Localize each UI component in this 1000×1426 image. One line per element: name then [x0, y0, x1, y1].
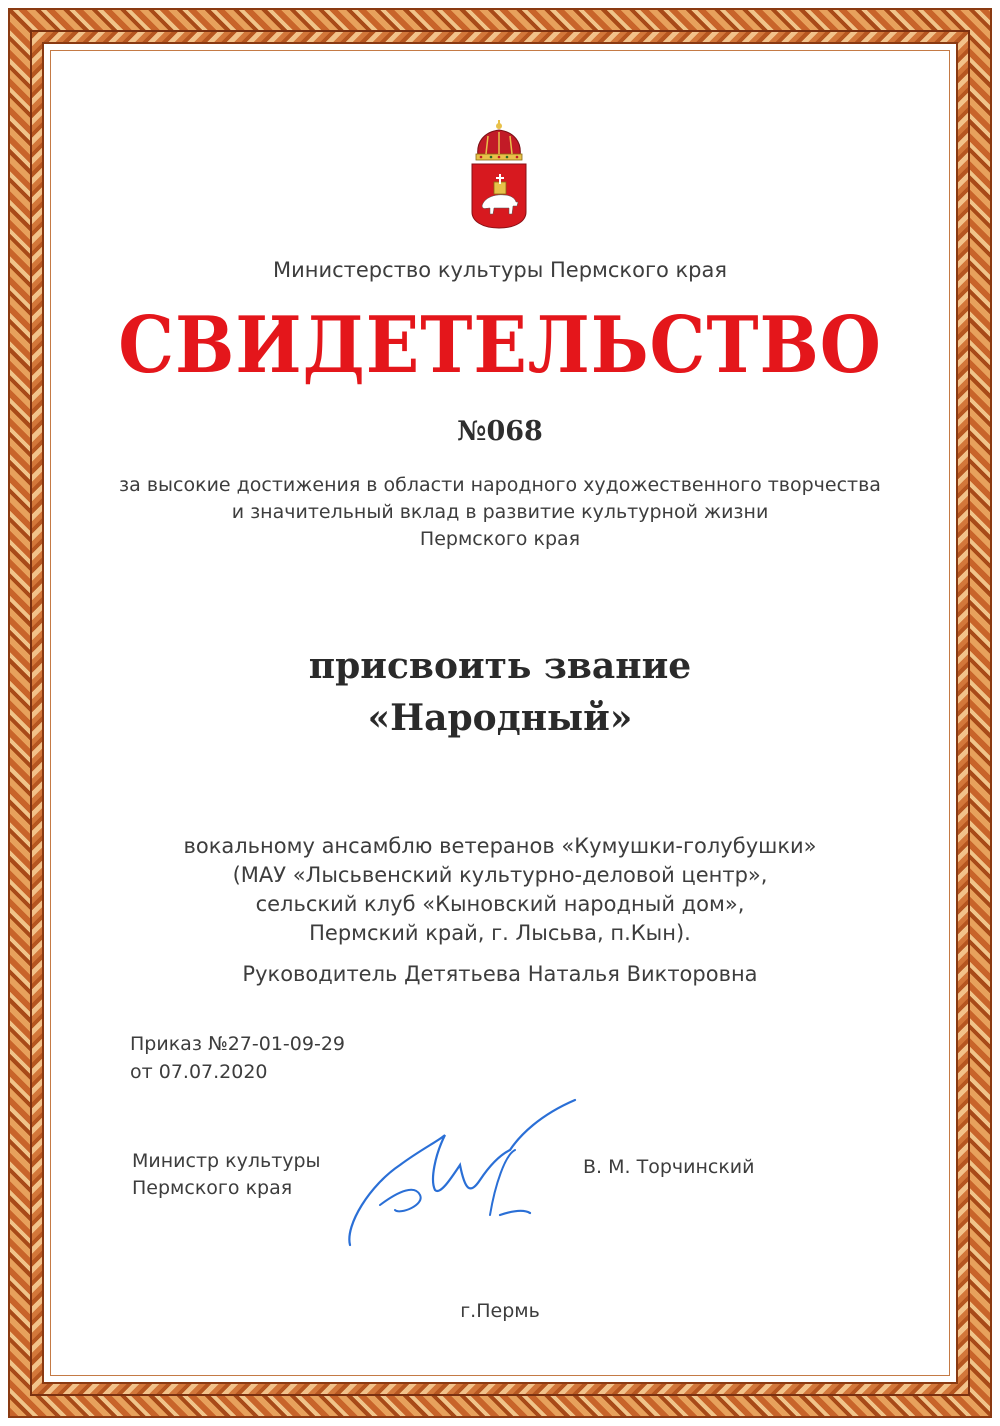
order-number: Приказ №27-01-09-29 — [130, 1033, 345, 1055]
certificate-number: №068 — [457, 416, 543, 447]
ministry-name: Министерство культуры Пермского края — [272, 258, 728, 282]
order-date: от 07.07.2020 — [130, 1061, 268, 1083]
signatory-title — [132, 1148, 321, 1202]
certificate-title: СВИДЕТЕЛЬСТВО — [118, 300, 882, 391]
signatory-title-line: Пермского края — [132, 1177, 293, 1199]
perm-krai-coat-of-arms-icon — [466, 118, 532, 230]
recipient-line: (МАУ «Лысьвенский культурно-деловой центр», — [232, 863, 768, 887]
award-statement-line: присвоить звание — [308, 645, 692, 687]
recipient-block — [0, 832, 1000, 948]
signatory-title-line: Министр культуры — [132, 1150, 321, 1172]
city: г.Пермь — [460, 1300, 540, 1322]
recipient-line: Пермский край, г. Лысьва, п.Кын). — [309, 921, 691, 945]
signatory-name: В. М. Торчинский — [583, 1156, 755, 1178]
award-title: «Народный» — [367, 697, 633, 739]
recipient-line: вокальному ансамблю ветеранов «Кумушки-голубушки» — [183, 834, 817, 858]
award-reason — [0, 472, 1000, 553]
award-reason-line: за высокие достижения в области народного художественного творчества — [119, 474, 881, 496]
recipient-line: сельский клуб «Кыновский народный дом», — [255, 892, 745, 916]
handwritten-signature-icon — [340, 1095, 590, 1255]
ensemble-leader: Руководитель Детятьева Наталья Викторовна — [242, 962, 758, 986]
award-reason-line: и значительный вклад в развитие культурной жизни — [231, 501, 769, 523]
award-reason-line: Пермского края — [419, 528, 581, 550]
order-reference — [130, 1030, 345, 1086]
award-statement — [0, 640, 1000, 744]
